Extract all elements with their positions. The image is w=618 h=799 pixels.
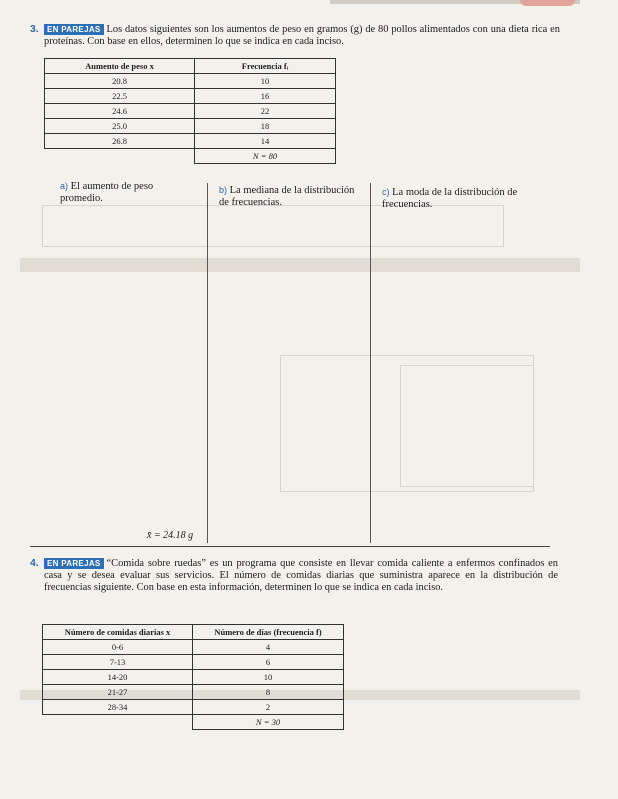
subquestion-c: [382, 186, 542, 211]
col-header-days: Número de días (frecuencia f): [193, 625, 344, 640]
table-row: [43, 640, 344, 655]
exercise-4: [30, 558, 558, 594]
cell: 14-20: [43, 670, 193, 685]
blank-cell: [45, 149, 195, 164]
cell: 4: [193, 640, 344, 655]
bleed-table: [400, 365, 534, 487]
subquestion-a: [60, 180, 185, 205]
exercise-text: “Comida sobre ruedas” es un programa que consiste en llevar comida caliente a enfermos confinados en casa y se desea evaluar sus servicios. El número de comidas diarias que suministra aparece en la distribución de frecuencias siguiente. Con base en esta información, determinen lo que se indica en cada inciso.: [44, 558, 558, 593]
bleed-table: [42, 205, 504, 247]
table-row: [45, 134, 336, 149]
cell: 26.8: [45, 134, 195, 149]
cell: 14: [195, 134, 336, 149]
subquestion-b: [219, 184, 359, 209]
table-row: [45, 104, 336, 119]
exercise-text: Los datos siguientes son los aumentos de peso en gramos (g) de 80 pollos alimentados con una dieta rica en proteínas. Con base en ellos, determinen lo que se indica en cada inciso.: [44, 24, 560, 47]
answer-column-divider: [370, 183, 371, 543]
subquestion-text: La moda de la distribución de frecuencias.: [382, 187, 518, 210]
cell: 7-13: [43, 655, 193, 670]
cell: 10: [195, 74, 336, 89]
table-total-row: [45, 149, 336, 164]
page-header-strip: [0, 0, 618, 8]
header-tab: [520, 0, 575, 6]
table-row: [45, 89, 336, 104]
cell: 25.0: [45, 119, 195, 134]
cell: 28-34: [43, 700, 193, 715]
answer-column-divider: [207, 183, 208, 543]
col-header-meals: Número de comidas diarias x: [43, 625, 193, 640]
exercise-number: 4.: [30, 558, 39, 569]
cell: 24.6: [45, 104, 195, 119]
mean-answer: x̄ = 24.18 g: [147, 530, 194, 541]
table-row: [45, 119, 336, 134]
table-total-row: [43, 715, 344, 730]
cell: 0-6: [43, 640, 193, 655]
cell: 2: [193, 700, 344, 715]
subquestion-letter: c): [382, 187, 390, 197]
table-header-row: [45, 59, 336, 74]
subquestion-letter: a): [60, 181, 69, 191]
subquestion-text: El aumento de peso promedio.: [60, 181, 154, 204]
col-header-frequency: Frecuencia fᵢ: [195, 59, 336, 74]
cell: 22: [195, 104, 336, 119]
en-parejas-badge: EN PAREJAS: [44, 558, 104, 569]
meals-frequency-table: [42, 624, 344, 730]
section-divider: [30, 546, 550, 547]
cell: 16: [195, 89, 336, 104]
cell: 8: [193, 685, 344, 700]
exercise-3: [30, 24, 560, 48]
cell: 6: [193, 655, 344, 670]
table-row: [45, 74, 336, 89]
table-row: [43, 700, 344, 715]
cell: 10: [193, 670, 344, 685]
cell: 21-27: [43, 685, 193, 700]
cell: 18: [195, 119, 336, 134]
table-header-row: [43, 625, 344, 640]
bleed-band: [20, 258, 580, 272]
table-row: [43, 685, 344, 700]
total-cell: N = 30: [193, 715, 344, 730]
table-row: [43, 670, 344, 685]
cell: 20.8: [45, 74, 195, 89]
blank-cell: [43, 715, 193, 730]
col-header-weight: Aumento de peso x: [45, 59, 195, 74]
weight-frequency-table: [44, 58, 336, 164]
total-cell: N = 80: [195, 149, 336, 164]
cell: 22.5: [45, 89, 195, 104]
exercise-statement: [30, 24, 560, 48]
exercise-number: 3.: [30, 24, 39, 35]
subquestion-text: La mediana de la distribución de frecuencias.: [219, 185, 355, 208]
exercise-statement: [30, 558, 558, 594]
table-row: [43, 655, 344, 670]
subquestion-letter: b): [219, 185, 228, 195]
en-parejas-badge: EN PAREJAS: [44, 24, 104, 35]
